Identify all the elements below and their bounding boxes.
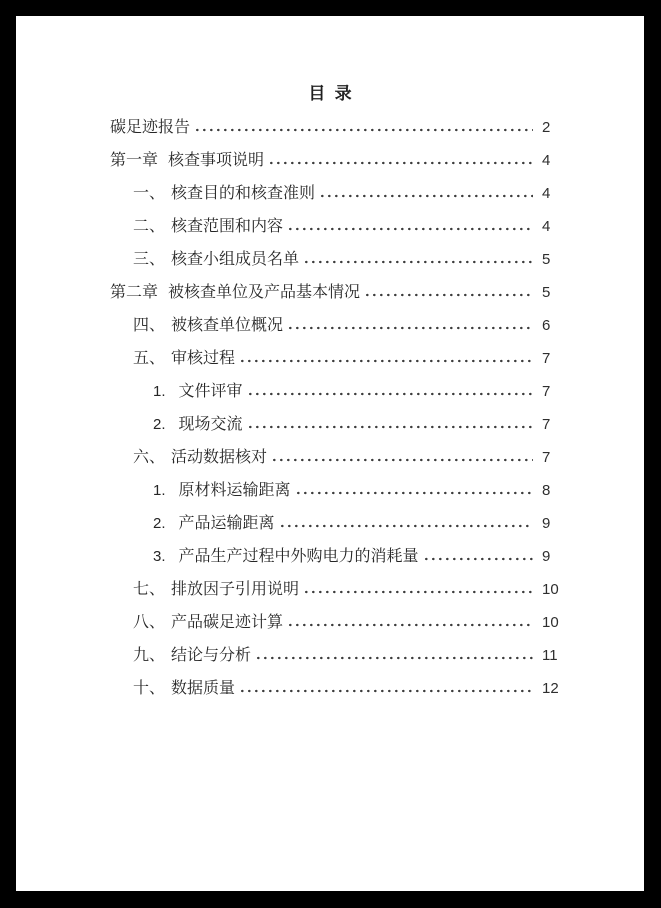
toc-entry-page: 7 [542, 416, 551, 433]
toc-entry[interactable] [16, 177, 644, 210]
dot-leader [281, 515, 533, 528]
toc-entry-label: 结论与分析 [171, 647, 252, 664]
toc-entry-number: 2. [153, 515, 166, 532]
toc-entry[interactable] [16, 111, 644, 144]
dot-leader [305, 581, 533, 594]
toc-entry-label: 被核查单位及产品基本情况 [168, 284, 361, 301]
toc-entry-label: 原材料运输距离 [178, 482, 291, 499]
dot-leader [425, 548, 533, 561]
toc-entry-label: 产品生产过程中外购电力的消耗量 [178, 548, 419, 565]
dot-leader [241, 350, 533, 363]
toc-entry-number: 第一章 [110, 152, 159, 169]
toc-entry-page: 2 [542, 119, 551, 136]
dot-leader [241, 680, 533, 693]
toc-entry-label: 核查目的和核查准则 [171, 185, 316, 202]
dot-leader [289, 614, 533, 627]
toc-entry[interactable] [16, 474, 644, 507]
dot-leader [366, 284, 533, 297]
toc-entry-label: 核查小组成员名单 [171, 251, 300, 268]
toc-entry[interactable] [16, 639, 644, 672]
dot-leader [297, 482, 533, 495]
dot-leader [305, 251, 533, 264]
toc-entry-page: 6 [542, 317, 551, 334]
toc-entry-label: 产品碳足迹计算 [171, 614, 284, 631]
toc-entry-page: 5 [542, 284, 551, 301]
toc-entry-number: 十、 [133, 680, 166, 697]
toc-entry-page: 12 [542, 680, 559, 697]
toc-entry[interactable] [16, 441, 644, 474]
dot-leader [289, 317, 533, 330]
toc-entry-label: 数据质量 [171, 680, 236, 697]
toc-entry-number: 五、 [133, 350, 166, 367]
toc-entry-label: 核查范围和内容 [171, 218, 284, 235]
toc-entry-label: 碳足迹报告 [110, 119, 191, 136]
toc-entry[interactable] [16, 606, 644, 639]
toc-entry[interactable] [16, 243, 644, 276]
toc-entry-label: 产品运输距离 [178, 515, 275, 532]
toc-entry-label: 核查事项说明 [168, 152, 265, 169]
toc-entry-label: 审核过程 [171, 350, 236, 367]
dot-leader [321, 185, 533, 198]
toc-entry[interactable] [16, 573, 644, 606]
toc-entry[interactable] [16, 375, 644, 408]
dot-leader [249, 383, 533, 396]
toc-entry-number: 第二章 [110, 284, 159, 301]
toc-entry-label: 被核查单位概况 [171, 317, 284, 334]
toc-entry-page: 9 [542, 515, 551, 532]
toc-entry-number: 3. [153, 548, 166, 565]
toc-title: 目 录 [308, 84, 352, 103]
toc-entry[interactable] [16, 276, 644, 309]
toc-entry-label: 现场交流 [178, 416, 243, 433]
dot-leader [257, 647, 533, 660]
toc-entry-page: 9 [542, 548, 551, 565]
toc-entry-number: 二、 [133, 218, 166, 235]
toc-entry-page: 7 [542, 383, 551, 400]
document-page [16, 16, 644, 891]
dot-leader [273, 449, 533, 462]
toc-entry-number: 七、 [133, 581, 166, 598]
toc-entry-number: 1. [153, 383, 166, 400]
toc-entry-page: 4 [542, 185, 551, 202]
toc-entry-number: 八、 [133, 614, 166, 631]
toc-entry-page: 7 [542, 350, 551, 367]
toc-entry[interactable] [16, 672, 644, 705]
toc-entry-page: 11 [542, 647, 558, 664]
toc-entry-number: 三、 [133, 251, 166, 268]
toc-entry-label: 排放因子引用说明 [171, 581, 300, 598]
toc-list [16, 111, 644, 705]
toc-entry[interactable] [16, 144, 644, 177]
toc-entry[interactable] [16, 342, 644, 375]
toc-entry-page: 8 [542, 482, 551, 499]
toc-entry[interactable] [16, 507, 644, 540]
dot-leader [289, 218, 533, 231]
toc-entry-page: 7 [542, 449, 551, 466]
toc-entry-number: 四、 [133, 317, 166, 334]
toc-entry[interactable] [16, 309, 644, 342]
toc-entry-number: 九、 [133, 647, 166, 664]
toc-entry-page: 10 [542, 581, 559, 598]
dot-leader [270, 152, 533, 165]
toc-entry-label: 活动数据核对 [171, 449, 268, 466]
toc-entry[interactable] [16, 210, 644, 243]
dot-leader [249, 416, 533, 429]
toc-entry[interactable] [16, 540, 644, 573]
toc-entry-page: 4 [542, 152, 551, 169]
toc-entry-page: 5 [542, 251, 551, 268]
toc-entry-label: 文件评审 [178, 383, 243, 400]
dot-leader [196, 119, 533, 132]
toc-entry-page: 10 [542, 614, 559, 631]
toc-entry-number: 六、 [133, 449, 166, 466]
toc-entry-number: 1. [153, 482, 166, 499]
toc-entry-number: 2. [153, 416, 166, 433]
toc-entry-page: 4 [542, 218, 551, 235]
toc-entry[interactable] [16, 408, 644, 441]
toc-entry-number: 一、 [133, 185, 166, 202]
